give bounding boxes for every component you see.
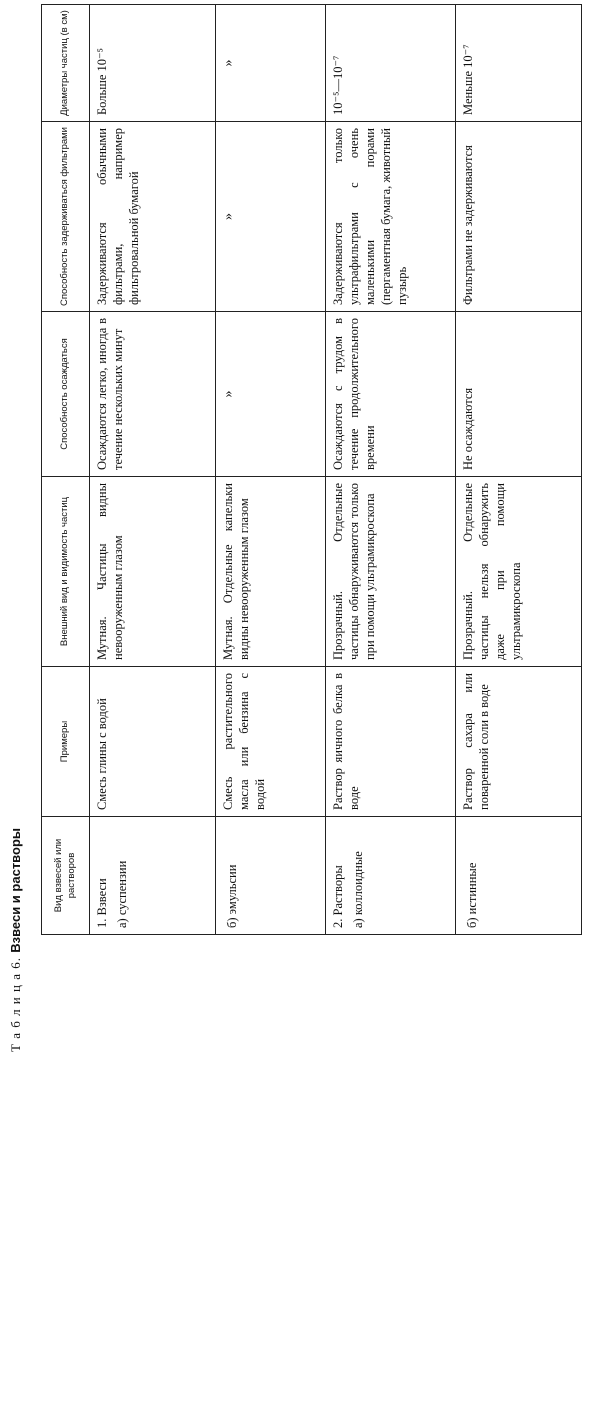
cell-filter: » bbox=[216, 122, 326, 312]
cell-type bbox=[326, 817, 456, 935]
caption-title: Взвеси и растворы bbox=[8, 828, 23, 953]
cell-type bbox=[456, 817, 582, 935]
cell-filter: Задерживаются только ультрафильтрами с очень маленькими порами (пергаментная бумага, животный пузырь bbox=[326, 122, 456, 312]
type-label: а) коллоидные bbox=[351, 851, 365, 928]
cell-diameter: 10⁻⁵—10⁻⁷ bbox=[326, 5, 456, 122]
cell-filter: Задерживаются обычными фильтрами, например фильтровальной бумагой bbox=[90, 122, 216, 312]
table-wrapper bbox=[36, 0, 590, 940]
cell-appearance: Мутная. Частицы видны невооруженным глазом bbox=[90, 477, 216, 667]
table-row bbox=[90, 5, 216, 935]
caption-prefix: Т а б л и ц а 6. bbox=[8, 957, 23, 1052]
cell-diameter: » bbox=[216, 5, 326, 122]
table-row bbox=[326, 5, 456, 935]
cell-example: Смесь растительного масла или бензина с водой bbox=[216, 667, 326, 817]
cell-appearance: Прозрачный. Отдельные частицы обнаруживаются только при помощи ультрамикроскопа bbox=[326, 477, 456, 667]
cell-diameter: Меньше 10⁻⁷ bbox=[456, 5, 582, 122]
cell-diameter: Больше 10⁻⁵ bbox=[90, 5, 216, 122]
cell-type bbox=[90, 817, 216, 935]
cell-example: Раствор сахара или поваренной соли в воде bbox=[456, 667, 582, 817]
cell-filter: Фильтрами не задерживаются bbox=[456, 122, 582, 312]
header-row bbox=[42, 5, 90, 935]
cell-appearance: Прозрачный. Отдельные частицы нельзя обнаружить даже при помощи ультрамикроскопа bbox=[456, 477, 582, 667]
header-filtration: Способность задерживаться фильтрами bbox=[42, 122, 90, 312]
header-appearance: Внешний вид и видимость частиц bbox=[42, 477, 90, 667]
group-label: 2. Растворы bbox=[331, 865, 345, 928]
table-row bbox=[216, 5, 326, 935]
header-examples: Примеры bbox=[42, 667, 90, 817]
header-type: Вид взвесей или растворов bbox=[42, 817, 90, 935]
type-label: б) эмульсии bbox=[225, 864, 239, 928]
cell-type bbox=[216, 817, 326, 935]
type-label: б) истинные bbox=[465, 862, 479, 928]
table-row bbox=[456, 5, 582, 935]
cell-sediment: » bbox=[216, 312, 326, 477]
cell-appearance: Мутная. Отдельные капельки видны невооруженным глазом bbox=[216, 477, 326, 667]
cell-sediment: Осаждаются легко, иногда в течение нескольких минут bbox=[90, 312, 216, 477]
type-label: а) суспензии bbox=[115, 860, 129, 928]
cell-sediment: Не осаждаются bbox=[456, 312, 582, 477]
header-diameter: Диаметры частиц (в см) bbox=[42, 5, 90, 122]
cell-example: Смесь глины с водой bbox=[90, 667, 216, 817]
suspensions-table bbox=[41, 4, 582, 935]
group-label: 1. Взвеси bbox=[95, 878, 109, 928]
cell-example: Раствор яичного белка в воде bbox=[326, 667, 456, 817]
cell-sediment: Осаждаются с трудом в течение продолжительного времени bbox=[326, 312, 456, 477]
header-sedimentation: Способность осаждаться bbox=[42, 312, 90, 477]
